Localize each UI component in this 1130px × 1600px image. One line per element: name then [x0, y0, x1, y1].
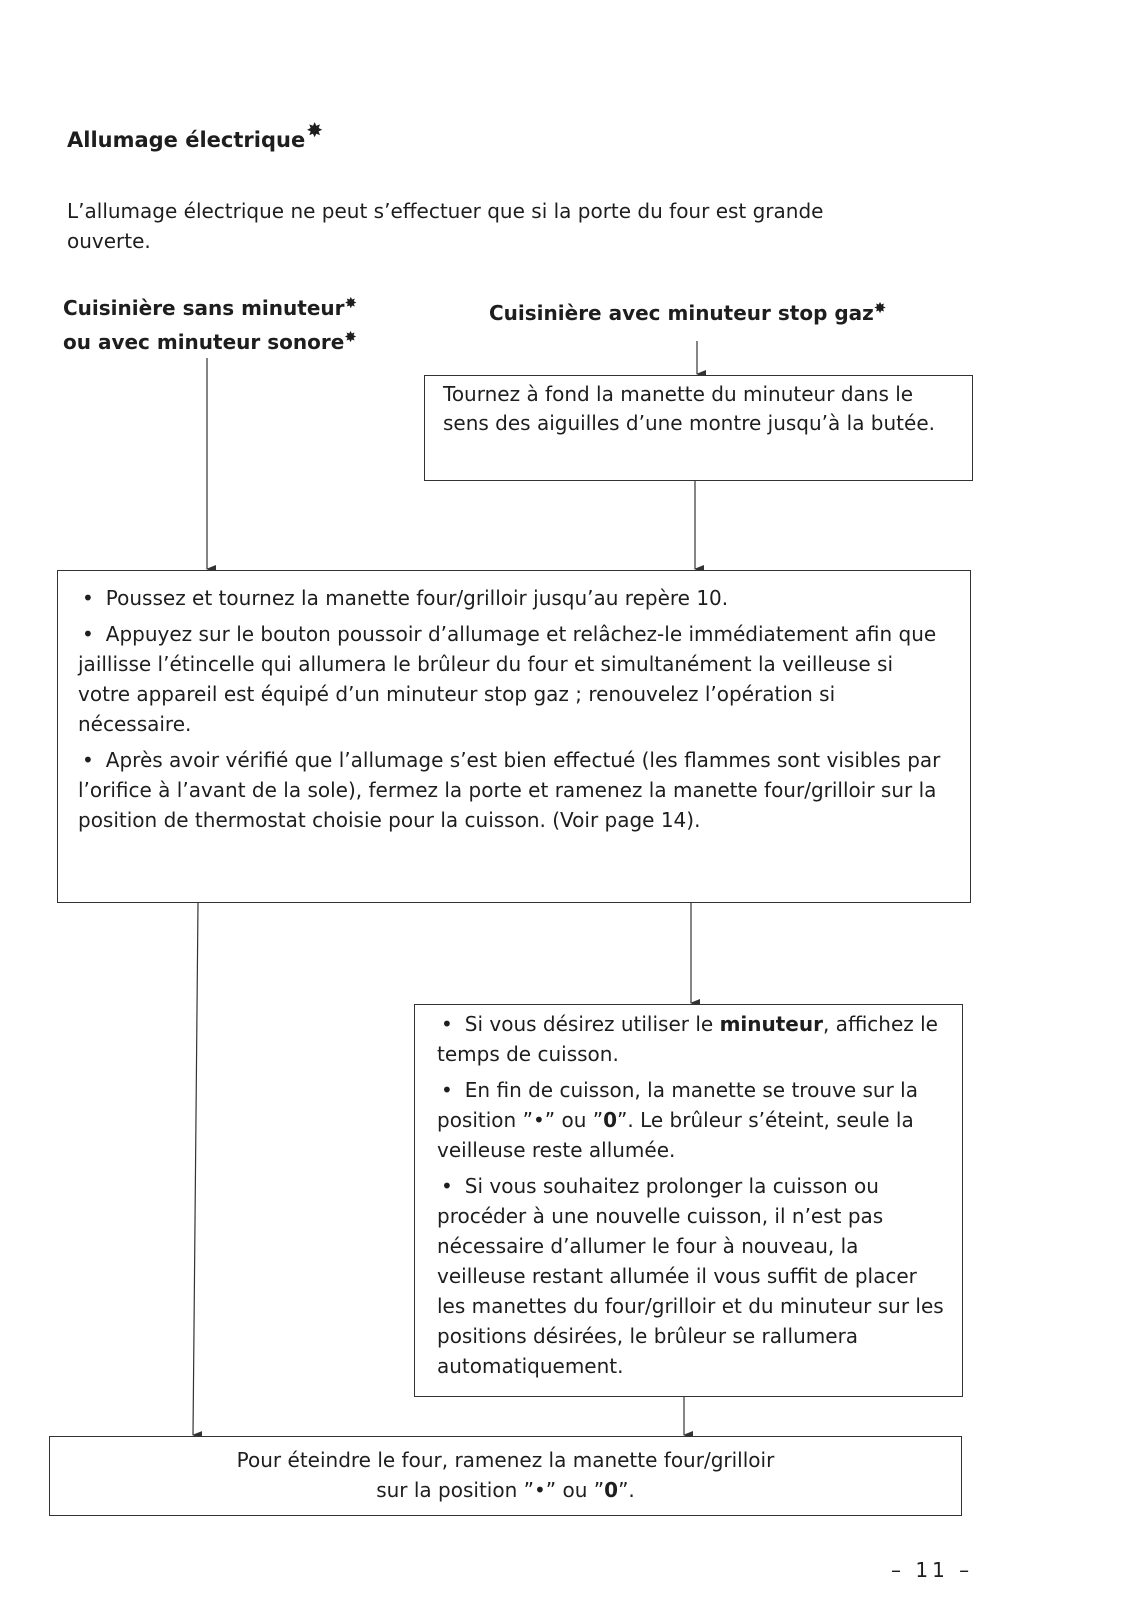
cooking-step-box	[414, 1004, 963, 1397]
left-branch-heading	[63, 292, 393, 360]
turn-off-box	[49, 1436, 962, 1516]
cooking-item	[437, 1075, 944, 1165]
ignition-item-text: Après avoir vérifié que l’allumage s’est bien effectué (les flammes sont visibles par l’orifice à l’avant de la sole), fermez la porte et ramenez la manette four/grilloir sur la position de thermostat choisie pour la cuisson. (Voir page 14).	[78, 748, 941, 832]
asterisk-icon: ✸	[873, 299, 887, 317]
page-number: – 11 –	[891, 1558, 974, 1582]
section-title	[67, 118, 323, 152]
cooking-item2-text: En fin de cuisson, la manette se trouve sur la position ”•” ou ”	[437, 1078, 918, 1132]
bullet-icon: •	[441, 1078, 453, 1102]
turn-off-line2-text: sur la position ”•” ou ”	[376, 1478, 605, 1502]
ignition-item	[78, 619, 950, 739]
turn-off-line2	[60, 1475, 951, 1505]
bullet-icon: •	[441, 1174, 453, 1198]
line-ignition-to-off	[193, 903, 198, 1435]
asterisk-icon: ✸	[344, 294, 358, 312]
section-title-text: Allumage électrique	[67, 128, 306, 152]
turn-off-line2-after: ”.	[618, 1478, 635, 1502]
asterisk-icon: ✸	[306, 118, 323, 142]
ignition-item-text: Appuyez sur le bouton poussoir d’allumage et relâchez-le immédiatement afin que jaillisse l’étincelle qui allumera le brûleur du four et simultanément la veilleuse si votre appareil est équipé d’un minuteur stop gaz ; renouvelez l’opération si nécessaire.	[78, 622, 937, 736]
intro-paragraph: L’allumage électrique ne peut s’effectuer que si la porte du four est grande ouverte.	[67, 199, 824, 253]
cooking-item1-text: Si vous désirez utiliser le	[464, 1012, 720, 1036]
ignition-item-text: Poussez et tournez la manette four/grilloir jusqu’au repère 10.	[105, 586, 729, 610]
cooking-item2-after: ”. Le brûleur s’éteint, seule la veilleuse reste allumée.	[437, 1108, 914, 1162]
left-branch-line1: Cuisinière sans minuteur	[63, 296, 345, 320]
bullet-icon: •	[82, 622, 94, 646]
cooking-item	[437, 1171, 944, 1381]
bullet-icon: •	[82, 586, 94, 610]
right-branch-label: Cuisinière avec minuteur stop gaz	[489, 301, 874, 325]
bullet-icon: •	[82, 748, 94, 772]
asterisk-icon: ✸	[344, 328, 357, 346]
turn-off-line1: Pour éteindre le four, ramenez la manette four/grilloir	[236, 1448, 775, 1472]
turn-off-line2-bold: 0	[604, 1478, 619, 1502]
timer-step-box	[424, 375, 973, 481]
left-branch-line2: ou avec minuteur sonore	[63, 330, 345, 354]
cooking-item1-after: , affichez le temps de cuisson.	[437, 1012, 938, 1066]
cooking-item2-bold: 0	[603, 1108, 618, 1132]
ignition-step-box	[57, 570, 971, 903]
timer-step-text: Tournez à fond la manette du minuteur dans le sens des aiguilles d’une montre jusqu’à la butée.	[443, 382, 935, 435]
cooking-item1-bold: minuteur	[719, 1012, 823, 1036]
cooking-item	[437, 1009, 944, 1069]
cooking-item3-text: Si vous souhaitez prolonger la cuisson ou procéder à une nouvelle cuisson, il n’est pas nécessaire d’allumer le four à nouveau, la veilleuse restant allumée il vous suffit de placer les manettes du four/grilloir et du minuteur sur les positions désirées, le brûleur se rallumera automatiquement.	[437, 1174, 944, 1378]
ignition-item	[78, 583, 950, 613]
ignition-item	[78, 745, 950, 835]
bullet-icon: •	[441, 1012, 453, 1036]
right-branch-heading	[489, 301, 929, 325]
